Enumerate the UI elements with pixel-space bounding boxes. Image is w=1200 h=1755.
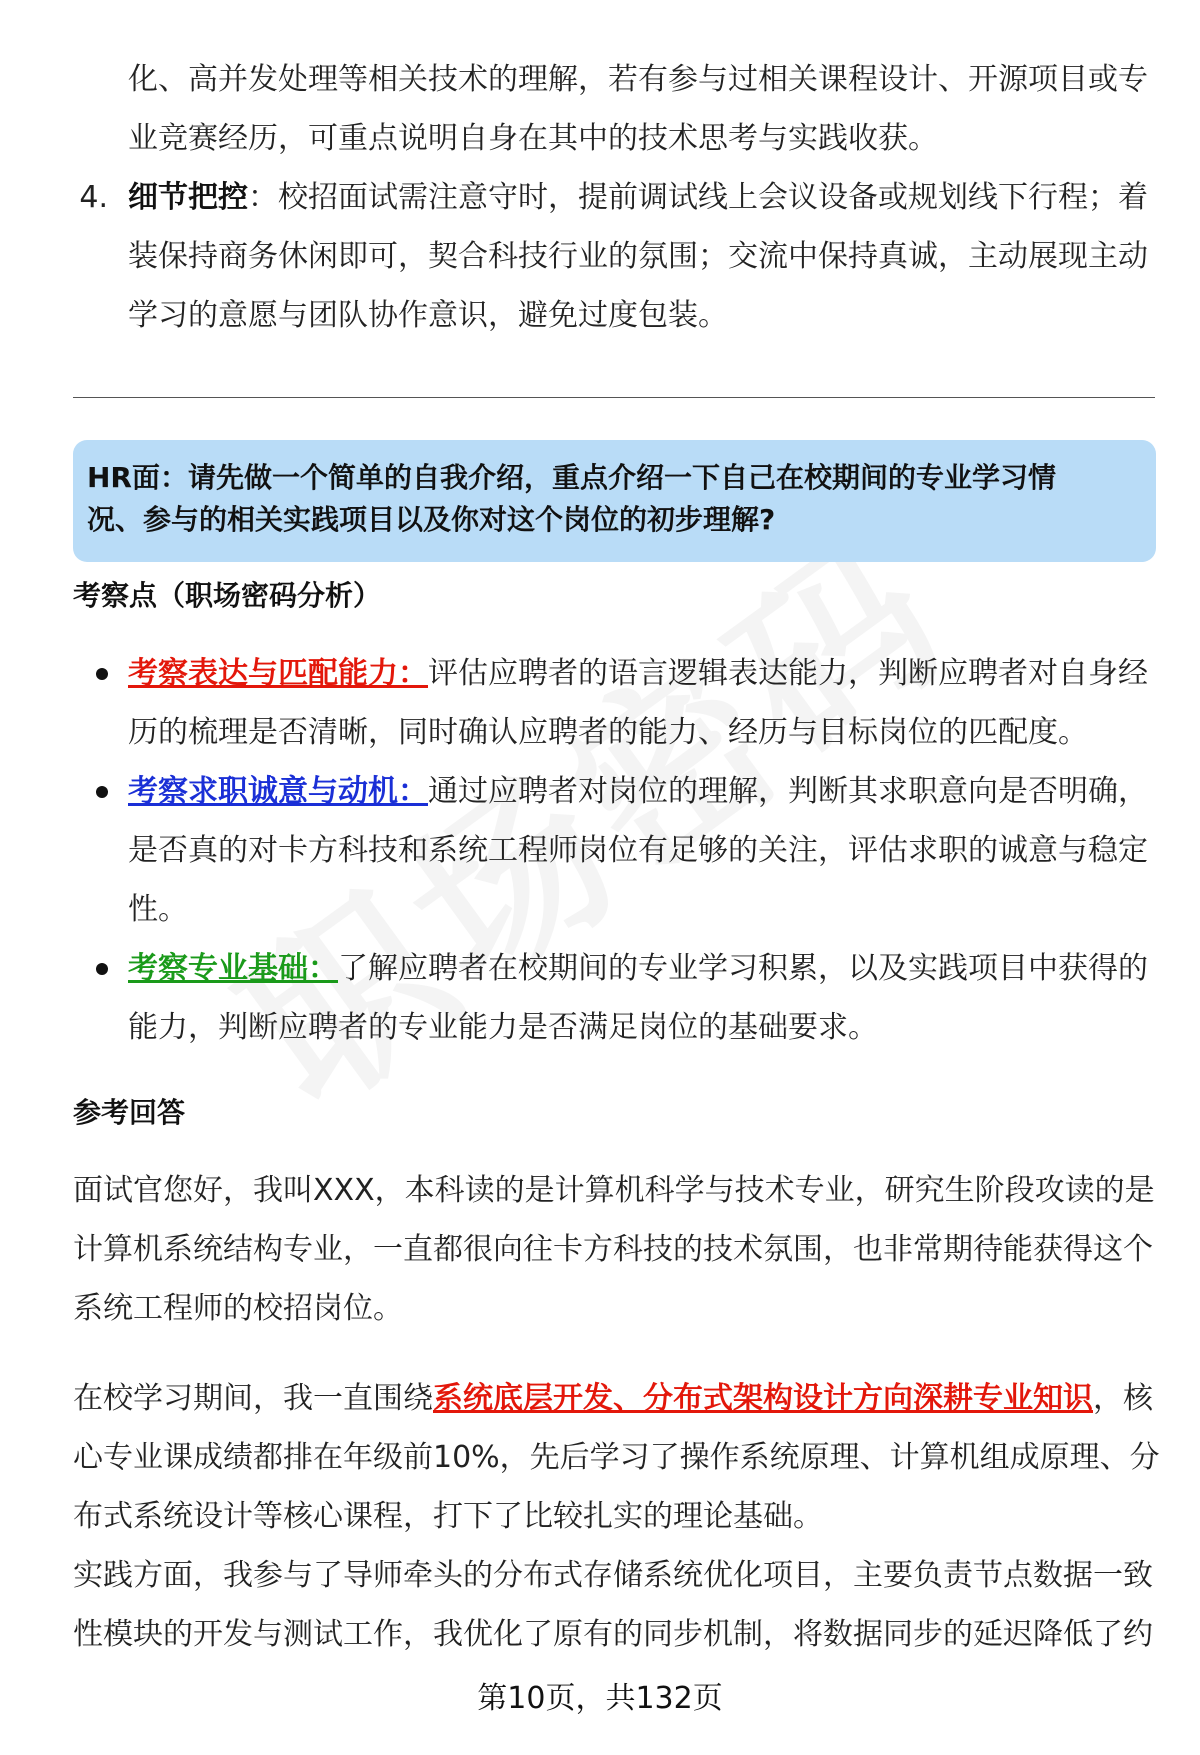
answer-text: ，核: [1093, 1381, 1153, 1416]
list-item-line: 学习的意愿与团队协作意识，避免过度包装。: [128, 298, 728, 333]
exam-point-line: 性。: [128, 892, 188, 927]
bullet-icon: [96, 786, 108, 798]
answer-line: 性模块的开发与测试工作，我优化了原有的同步机制，将数据同步的延迟降低了约: [73, 1617, 1153, 1652]
exam-point-label: 考察求职诚意与动机：: [128, 774, 428, 809]
exam-point-line: 是否真的对卡方科技和系统工程师岗位有足够的关注，评估求职的诚意与稳定: [128, 833, 1148, 868]
list-item-text: ：校招面试需注意守时，提前调试线上会议设备或规划线下行程；着: [248, 180, 1148, 215]
exam-point-line: [128, 772, 1148, 812]
list-item-line: [128, 178, 1148, 218]
paragraph-line: 业竞赛经历，可重点说明自身在其中的技术思考与实践收获。: [128, 121, 938, 156]
exam-point-line: 能力，判断应聘者的专业能力是否满足岗位的基础要求。: [128, 1010, 878, 1045]
exam-point-text: 评估应聘者的语言逻辑表达能力，判断应聘者对自身经: [428, 656, 1148, 691]
bullet-icon: [96, 963, 108, 975]
list-item-title: 细节把控: [128, 180, 248, 215]
answer-line: 实践方面，我参与了导师牵头的分布式存储系统优化项目，主要负责节点数据一致: [73, 1558, 1153, 1593]
section-heading: 参考回答: [73, 1096, 186, 1129]
answer-text: 在校学习期间，我一直围绕: [73, 1381, 433, 1416]
exam-point-label: 考察表达与匹配能力：: [128, 656, 428, 691]
exam-point-text: 通过应聘者对岗位的理解，判断其求职意向是否明确，: [428, 774, 1148, 809]
exam-point-line: [128, 654, 1148, 694]
answer-line: 计算机系统结构专业，一直都很向往卡方科技的技术氛围，也非常期待能获得这个: [73, 1232, 1153, 1267]
answer-line: 心专业课成绩都排在年级前10%，先后学习了操作系统原理、计算机组成原理、分: [73, 1440, 1160, 1475]
answer-line: 系统工程师的校招岗位。: [73, 1291, 403, 1326]
exam-point-text: 了解应聘者在校期间的专业学习积累，以及实践项目中获得的: [338, 951, 1148, 986]
paragraph-line: 化、高并发处理等相关技术的理解，若有参与过相关课程设计、开源项目或专: [128, 62, 1148, 97]
answer-line: 布式系统设计等核心课程，打下了比较扎实的理论基础。: [73, 1499, 823, 1534]
divider: [73, 397, 1155, 398]
question-line: HR面：请先做一个简单的自我介绍，重点介绍一下自己在校期间的专业学习情: [87, 461, 1056, 494]
page-footer: 第10页，共132页: [477, 1681, 723, 1716]
question-line: 况、参与的相关实践项目以及你对这个岗位的初步理解?: [87, 503, 776, 536]
exam-point-label: 考察专业基础：: [128, 951, 338, 986]
answer-highlight: 系统底层开发、分布式架构设计方向深耕专业知识: [433, 1381, 1093, 1416]
answer-line: [73, 1379, 1153, 1419]
answer-line: 面试官您好，我叫XXX，本科读的是计算机科学与技术专业，研究生阶段攻读的是: [73, 1173, 1155, 1208]
list-number: 4.: [79, 180, 108, 215]
exam-point-line: [128, 949, 1148, 989]
section-heading: 考察点（职场密码分析）: [73, 579, 382, 612]
bullet-icon: [96, 668, 108, 680]
list-item-line: 装保持商务休闲即可，契合科技行业的氛围；交流中保持真诚，主动展现主动: [128, 239, 1148, 274]
exam-point-line: 历的梳理是否清晰，同时确认应聘者的能力、经历与目标岗位的匹配度。: [128, 715, 1088, 750]
